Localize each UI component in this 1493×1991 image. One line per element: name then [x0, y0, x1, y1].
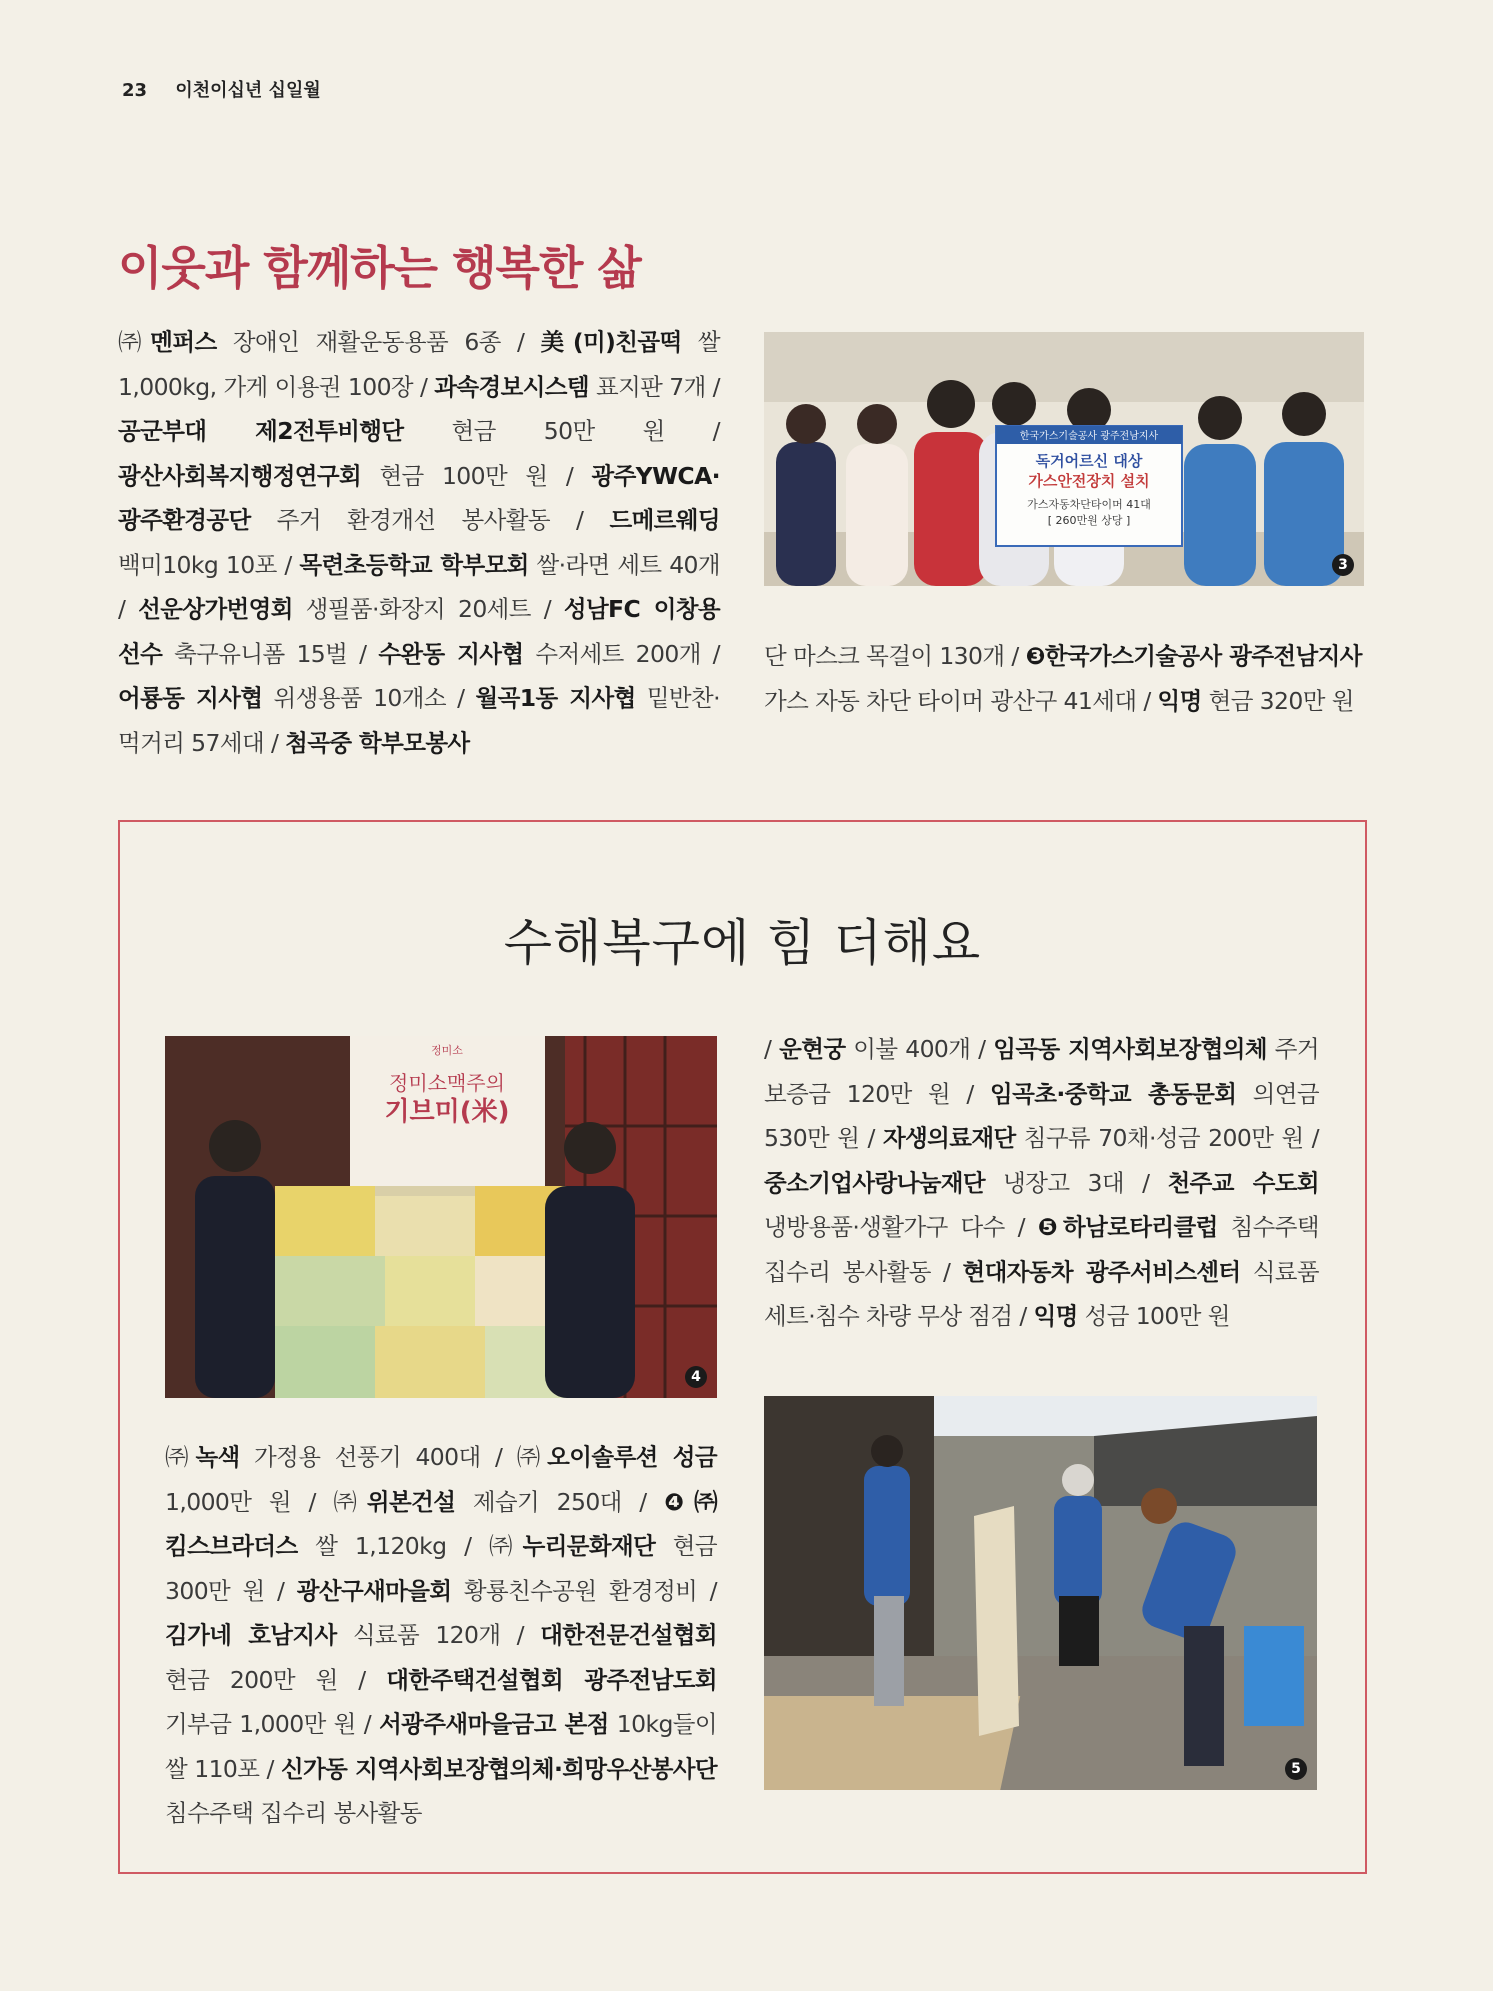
photo-volunteer-repair: [764, 1396, 1317, 1790]
photo4-banner-line1: 정미소맥주의: [389, 1071, 505, 1095]
issue-label: 이천이십년 십일월: [175, 80, 321, 101]
photo-gas-safety-image: [764, 332, 1364, 586]
page-number: 23: [122, 80, 148, 101]
photo3-banner-line3: 가스자동차단타이머 41대: [1027, 498, 1151, 511]
photo4-banner-line2: 기브미(米): [384, 1097, 510, 1127]
donation-list-1: ㈜멘퍼스 장애인 재활운동용품 6종 / 美(미)친곱떡 쌀 1,000kg, 가게 이용권 100장 / 과속경보시스템 표지판 7개 / 공군부대 제2전투비행단 현금 50만 원 / 광산사회복지행정연구회 현금 100만 원 / 광주YWCA·광주환경공단 주거 환경개선 봉사활동 / 드메르웨딩 백미10kg 10포 / 목련초등학교 학부모회 쌀·라면 세트 40개 / 선운상가번영회 생필품·화장지 20세트 / 성남FC 이창용 선수 축구유니폼 15벌 / 수완동 지사협 수저세트 200개 / 어룡동 지사협 위생용품 10개소 / 월곡1동 지사협 밑반찬·먹거리 57세대 / 첨곡중 학부모봉사: [118, 328, 721, 757]
photo-number-3: 3: [1332, 554, 1354, 576]
photo-gas-safety-donation: [764, 332, 1364, 586]
photo-number-5: 5: [1285, 1758, 1307, 1780]
photo-volunteer-image: [764, 1396, 1317, 1790]
donation-list-2: 단 마스크 목걸이 130개 / ❸한국가스기술공사 광주전남지사 가스 자동 차단 타이머 광산구 41세대 / 익명 현금 320만 원: [764, 642, 1362, 715]
section-title-flood-recovery: 수해복구에 힘 더해요: [503, 914, 982, 972]
section-title-neighbors: 이웃과 함께하는 행복한 삶: [118, 241, 641, 295]
photo4-banner-small: 정미소: [431, 1044, 463, 1057]
photo-rice-image: [165, 1036, 717, 1398]
photo3-banner-org: 한국가스기술공사 광주전남지사: [1019, 431, 1159, 442]
donation-list-4: ㈜녹색 가정용 선풍기 400대 / ㈜오이솔루션 성금 1,000만 원 / ㈜위본건설 제습기 250대 / ❹㈜킴스브라더스 쌀 1,120kg / ㈜누리문화재단 현금 300만 원 / 광산구새마을회 황룡친수공원 환경정비 / 김가네 호남지사 식료품 120개 / 대한전문건설협회 현금 200만 원 / 대한주택건설협회 광주전남도회 기부금 1,000만 원 / 서광주새마을금고 본점 10kg들이 쌀 110포 / 신가동 지역사회보장협의체·희망우산봉사단 침수주택 집수리 봉사활동: [165, 1443, 718, 1827]
photo-number-4: 4: [685, 1366, 707, 1388]
photo3-banner-line2: 가스안전장치 설치: [1028, 472, 1150, 490]
photo3-banner-line4: [ 260만원 상당 ]: [1047, 514, 1131, 527]
photo-rice-donation: [165, 1036, 717, 1398]
donation-list-3: / 운현궁 이불 400개 / 임곡동 지역사회보장협의체 주거 보증금 120만 원 / 임곡초·중학교 총동문회 의연금 530만 원 / 자생의료재단 침구류 70채·성금 200만 원 / 중소기업사랑나눔재단 냉장고 3대 / 천주교 수도회 냉방용품·생활가구 다수 / ❺하남로타리클럽 침수주택 집수리 봉사활동 / 현대자동차 광주서비스센터 식료품 세트·침수 차량 무상 점검 / 익명 성금 100만 원: [764, 1035, 1320, 1330]
page-header: [122, 76, 321, 102]
photo3-banner-line1: 독거어르신 대상: [1035, 452, 1143, 470]
